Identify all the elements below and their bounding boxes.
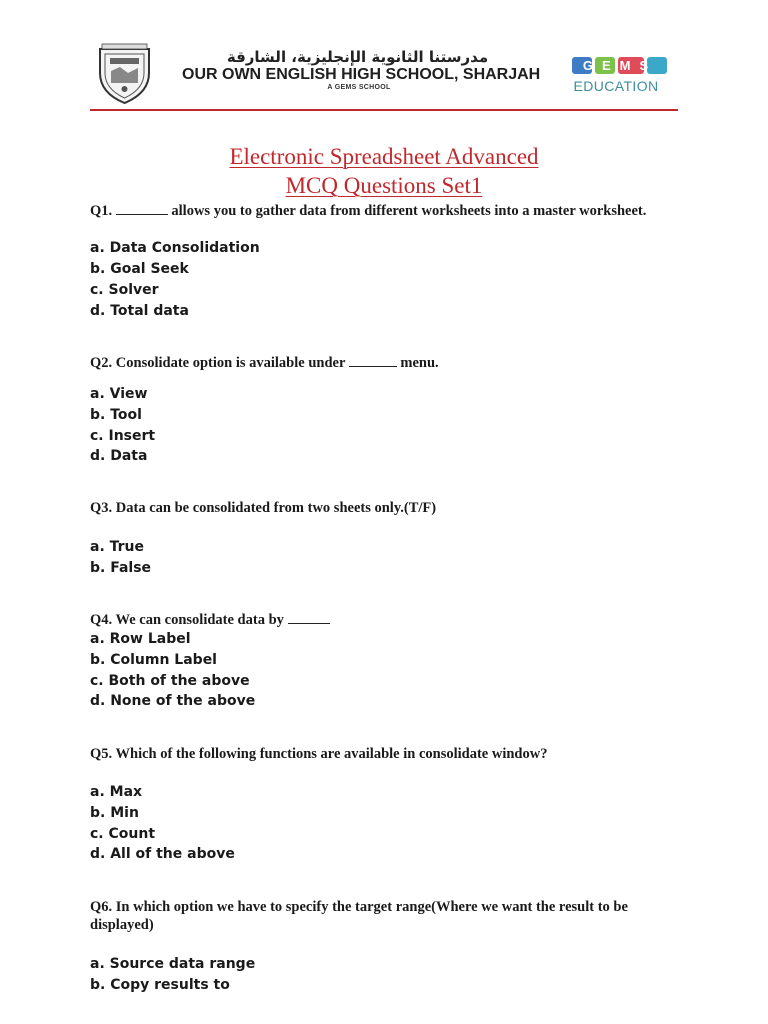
option: d. Data xyxy=(90,448,148,464)
page-subtitle: MCQ Questions Set1 xyxy=(285,173,483,198)
question-2: Q2. Consolidate option is available under menu. xyxy=(90,355,439,371)
header-divider xyxy=(90,109,678,111)
answer-blank xyxy=(288,612,330,624)
option: c. Solver xyxy=(90,282,159,298)
option: b. Tool xyxy=(90,407,142,423)
answer-blank xyxy=(116,203,168,215)
option: d. All of the above xyxy=(90,846,235,862)
option: d. None of the above xyxy=(90,693,256,709)
svg-text:GEMS: GEMS xyxy=(582,58,658,73)
option: a. Source data range xyxy=(90,956,256,972)
question-6: Q6. In which option we have to specify the target range(Where we want the result to be displayed) xyxy=(90,899,628,933)
school-name: OUR OWN ENGLISH HIGH SCHOOL, SHARJAH xyxy=(182,66,541,83)
page-title: Electronic Spreadsheet Advanced xyxy=(229,144,539,169)
school-subtitle: A GEMS SCHOOL xyxy=(327,84,391,91)
option: b. False xyxy=(90,560,152,576)
option: c. Insert xyxy=(90,428,156,444)
option: b. Goal Seek xyxy=(90,261,189,277)
school-crest-logo xyxy=(96,43,153,105)
option: a. Max xyxy=(90,784,143,800)
question-4: Q4. We can consolidate data by xyxy=(90,611,680,629)
question-1: Q1. allows you to gather data from different worksheets into a master worksheet. xyxy=(90,203,647,219)
option: c. Both of the above xyxy=(90,673,250,689)
question-5: Q5. Which of the following functions are available in consolidate window? xyxy=(90,746,548,762)
option: b. Column Label xyxy=(90,652,217,668)
option: a. True xyxy=(90,539,145,555)
option: d. Total data xyxy=(90,303,189,319)
logo-education-text: EDUCATION xyxy=(573,78,659,94)
school-name-arabic: مدرستنا الثانوية الإنجليزية، الشارقة xyxy=(226,48,489,66)
option: a. Data Consolidation xyxy=(90,240,260,256)
option: b. Min xyxy=(90,805,139,821)
option: b. Copy results to xyxy=(90,977,230,993)
option: a. Row Label xyxy=(90,631,191,647)
question-3: Q3. Data can be consolidated from two sheets only.(T/F) xyxy=(90,500,437,516)
option: c. Count xyxy=(90,826,156,842)
answer-blank xyxy=(349,355,397,367)
option: a. View xyxy=(90,386,148,402)
